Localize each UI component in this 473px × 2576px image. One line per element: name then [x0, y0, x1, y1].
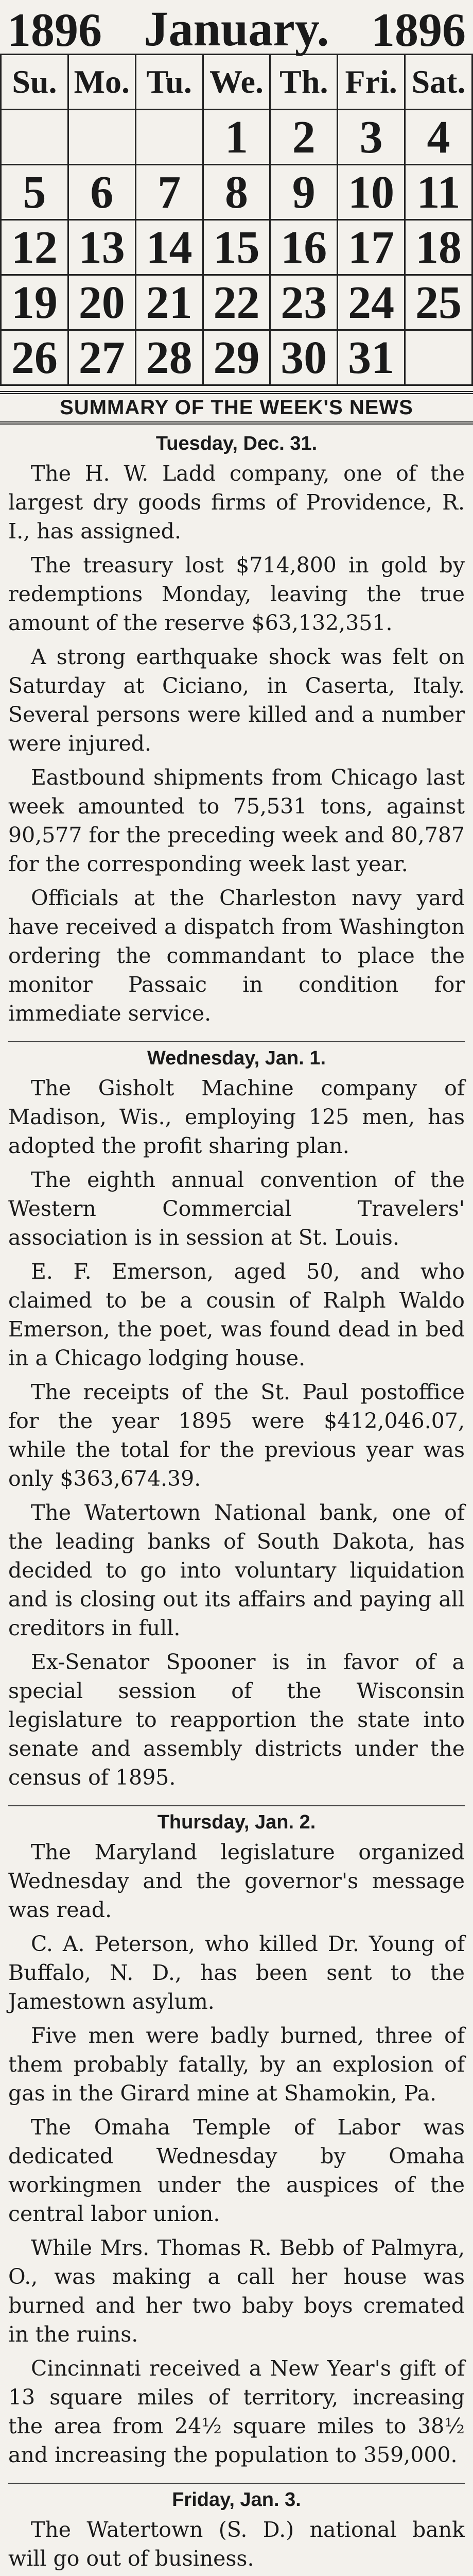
calendar-day: 2	[270, 110, 338, 165]
calendar-day: 10	[338, 165, 405, 220]
calendar-grid	[0, 54, 473, 386]
calendar-weekday: Th.	[270, 55, 338, 110]
calendar-day: 28	[135, 330, 203, 385]
news-item: The Maryland legislature organized Wednesday and the governor's message was read.	[8, 1840, 465, 1922]
calendar-week	[1, 165, 472, 220]
calendar-day: 22	[203, 275, 270, 330]
news-item: The Watertown (S. D.) national bank will go out of business.	[8, 2517, 465, 2571]
calendar-day: 7	[135, 165, 203, 220]
news-item: E. F. Emerson, aged 50, and who claimed to be a cousin of Ralph Waldo Emerson, the poet, was found dead in bed in a Chicago lodging house.	[8, 1259, 465, 1370]
news-item: Ex-Senator Spooner is in favor of a special session of the Wisconsin legislature to reapportion the state into senate and assembly districts under the census of 1895.	[8, 1650, 465, 1790]
calendar-day: 3	[338, 110, 405, 165]
calendar-weekday: Sat.	[405, 55, 472, 110]
calendar-weekday: Mo.	[68, 55, 135, 110]
calendar-day: 26	[1, 330, 68, 385]
calendar-day: 13	[68, 220, 135, 275]
calendar-weekday-row	[1, 55, 472, 110]
date-heading: Tuesday, Dec. 31.	[155, 433, 318, 454]
calendar-day: 5	[1, 165, 68, 220]
calendar-day	[1, 110, 68, 165]
calendar-day: 25	[405, 275, 472, 330]
calendar-week	[1, 220, 472, 275]
calendar-day: 4	[405, 110, 472, 165]
calendar-header	[0, 0, 473, 54]
calendar-day: 29	[203, 330, 270, 385]
calendar-week	[1, 110, 472, 165]
calendar-day: 12	[1, 220, 68, 275]
calendar-month: January.	[144, 1, 329, 56]
calendar-day: 30	[270, 330, 338, 385]
calendar-day: 1	[203, 110, 270, 165]
summary-title: SUMMARY OF THE WEEK'S NEWS	[0, 391, 473, 425]
calendar-week	[1, 275, 472, 330]
news-item: The Gisholt Machine company of Madison, Wis., employing 125 men, has adopted the profit sharing plan.	[8, 1076, 465, 1158]
calendar-day: 8	[203, 165, 270, 220]
calendar-day: 11	[405, 165, 472, 220]
calendar-week	[1, 330, 472, 385]
calendar-day: 24	[338, 275, 405, 330]
news-item: While Mrs. Thomas R. Bebb of Palmyra, O., was making a call her house was burned and her two baby boys cremated in the ruins.	[8, 2235, 465, 2347]
news-item: Eastbound shipments from Chicago last week amounted to 75,531 tons, against 90,577 for the preceding week and 80,787 for the corresponding week last year.	[8, 765, 465, 876]
news-item: Five men were badly burned, three of them probably fatally, by an explosion of gas in the Girard mine at Shamokin, Pa.	[8, 2023, 465, 2106]
calendar-day: 17	[338, 220, 405, 275]
calendar-day: 6	[68, 165, 135, 220]
news-item: The H. W. Ladd company, one of the largest dry goods firms of Providence, R. I., has assigned.	[8, 461, 465, 544]
calendar-day: 15	[203, 220, 270, 275]
news-item: The receipts of the St. Paul postoffice for the year 1895 were $412,046.07, while the total for the previous year was only $363,674.39.	[8, 1380, 465, 1491]
calendar-day	[405, 330, 472, 385]
calendar-day: 18	[405, 220, 472, 275]
calendar-day: 19	[1, 275, 68, 330]
calendar-day: 20	[68, 275, 135, 330]
date-heading: Friday, Jan. 3.	[8, 2483, 465, 2511]
news-item: The treasury lost $714,800 in gold by redemptions Monday, leaving the true amount of the reserve $63,132,351.	[8, 553, 465, 635]
calendar-day	[135, 110, 203, 165]
news-item: A strong earthquake shock was felt on Saturday at Ciciano, in Caserta, Italy. Several persons were killed and a number were injured.	[8, 645, 465, 756]
date-heading: Wednesday, Jan. 1.	[8, 1041, 465, 1070]
news-item: The Omaha Temple of Labor was dedicated Wednesday by Omaha workingmen under the auspices of the central labor union.	[8, 2115, 465, 2226]
news-item: Officials at the Charleston navy yard have received a dispatch from Washington ordering the commandant to place the monitor Passaic in condition for immediate service.	[8, 886, 465, 1026]
calendar-weeks	[1, 110, 472, 385]
calendar-day: 27	[68, 330, 135, 385]
news-item: The Watertown National bank, one of the leading banks of South Dakota, has decided to go into voluntary liquidation and is closing out its affairs and paying all creditors in full.	[8, 1500, 465, 1640]
news-item: C. A. Peterson, who killed Dr. Young of Buffalo, N. D., has been sent to the Jamestown asylum.	[8, 1931, 465, 2014]
calendar-weekday: Fri.	[338, 55, 405, 110]
calendar-day: 23	[270, 275, 338, 330]
calendar-day: 14	[135, 220, 203, 275]
calendar-day: 16	[270, 220, 338, 275]
news-item: Cincinnati received a New Year's gift of 13 square miles of territory, increasing the area from 24½ square miles to 38½ and increasing the population to 359,000.	[8, 2356, 465, 2467]
news-item: The eighth annual convention of the Western Commercial Travelers' association is in session at St. Louis.	[8, 1167, 465, 1250]
calendar-weekday: We.	[203, 55, 270, 110]
calendar-day	[68, 110, 135, 165]
calendar-weekday: Su.	[1, 55, 68, 110]
calendar-day: 9	[270, 165, 338, 220]
calendar-day: 21	[135, 275, 203, 330]
date-heading: Thursday, Jan. 2.	[8, 1805, 465, 1834]
calendar-year-left: 1896	[7, 4, 102, 56]
calendar-year-right: 1896	[371, 4, 466, 56]
calendar-weekday: Tu.	[135, 55, 203, 110]
news-column	[0, 428, 473, 2576]
calendar-day: 31	[338, 330, 405, 385]
